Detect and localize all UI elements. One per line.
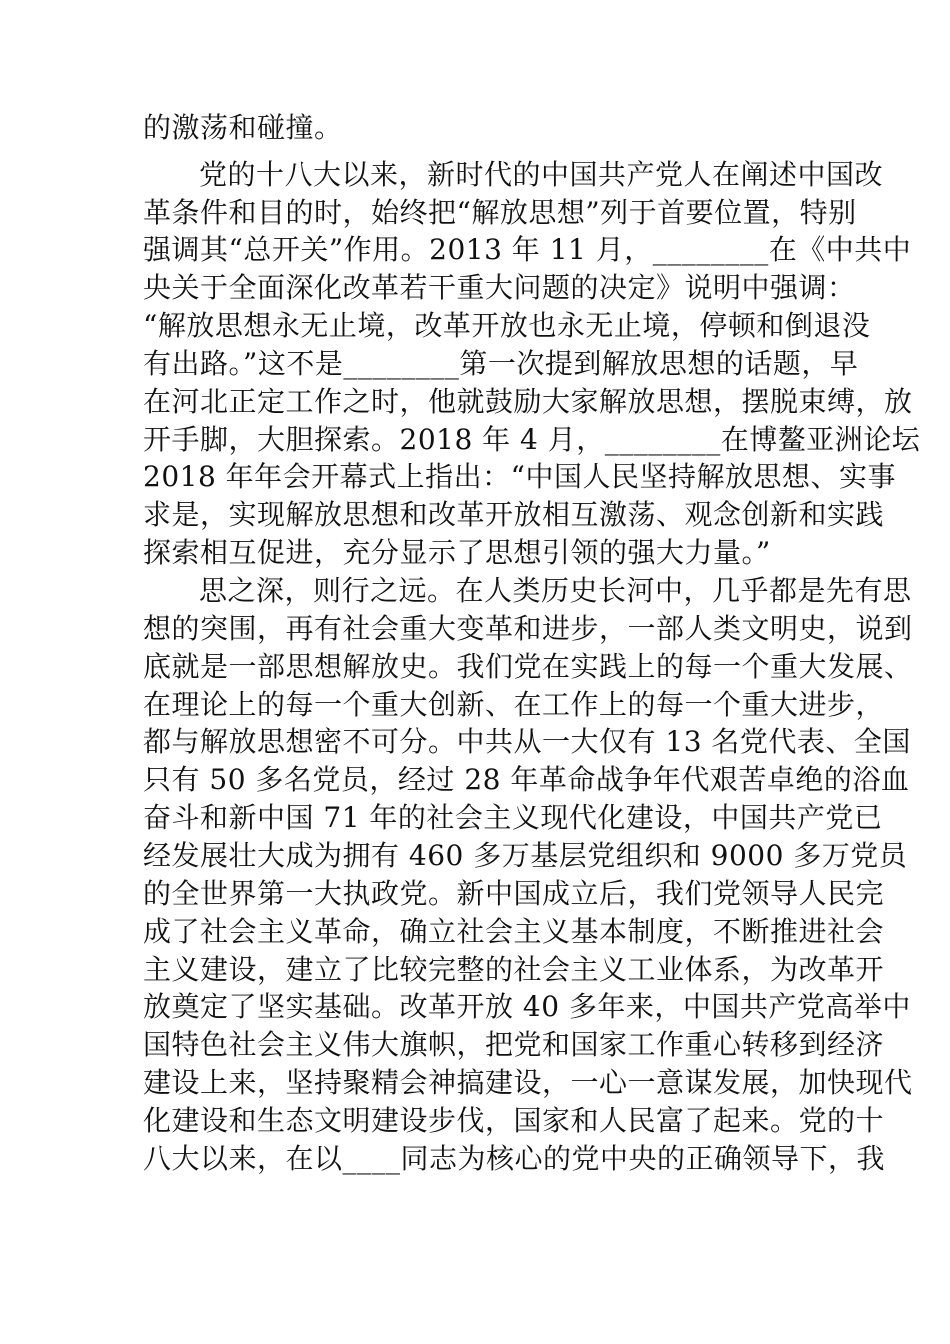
text-line: 放奠定了坚实基础。改革开放 40 多年来，中国共产党高举中	[143, 990, 911, 1023]
text-line: 革条件和目的时，始终把“解放思想”列于首要位置，特别	[143, 196, 857, 229]
paragraph-first-line: 党的十八大以来，新时代的中国共产党人在阐述中国改	[199, 158, 884, 191]
text-line: 开手脚，大胆探索。2018 年 4 月，________在博鳌亚洲论坛	[143, 423, 921, 456]
text-line: 国特色社会主义伟大旗帜，把党和国家工作重心转移到经济	[143, 1028, 885, 1061]
text-line: 八大以来，在以____同志为核心的党中央的正确领导下，我	[143, 1142, 886, 1175]
text-line: 有出路。”这不是________第一次提到解放思想的话题，早	[143, 347, 859, 380]
text-line: 2018 年年会开幕式上指出：“中国人民坚持解放思想、实事	[143, 460, 896, 493]
text-line: “解放思想永无止境，改革开放也永无止境，停顿和倒退没	[143, 309, 871, 342]
text-line: 建设上来，坚持聚精会神搞建设，一心一意谋发展，加快现代	[143, 1066, 913, 1099]
text-line: 化建设和生态文明建设步伐，国家和人民富了起来。党的十	[143, 1104, 885, 1137]
text-line: 的激荡和碰撞。	[143, 111, 343, 144]
text-line: 主义建设，建立了比较完整的社会主义工业体系，为改革开	[143, 953, 885, 986]
text-line: 底就是一部思想解放史。我们党在实践上的每一个重大发展、	[143, 650, 913, 683]
text-line: 央关于全面深化改革若干重大问题的决定》说明中强调：	[143, 271, 856, 304]
text-line: 经发展壮大成为拥有 460 多万基层党组织和 9000 多万党员	[143, 839, 908, 872]
text-line: 成了社会主义革命，确立社会主义基本制度，不断推进社会	[143, 915, 885, 948]
text-line: 强调其“总开关”作用。2013 年 11 月，________在《中共中	[143, 233, 912, 266]
text-line: 都与解放思想密不可分。中共从一大仅有 13 名党代表、全国	[143, 725, 911, 758]
text-line: 的全世界第一大执政党。新中国成立后，我们党领导人民完	[143, 877, 885, 910]
text-line: 在河北正定工作之时，他就鼓励大家解放思想，摆脱束缚，放	[143, 385, 913, 418]
paragraph-first-line: 思之深，则行之远。在人类历史长河中，几乎都是先有思	[199, 574, 912, 607]
text-line: 探索相互促进，充分显示了思想引领的强大力量。”	[143, 536, 771, 569]
text-line: 奋斗和新中国 71 年的社会主义现代化建设，中国共产党已	[143, 801, 883, 834]
text-line: 在理论上的每一个重大创新、在工作上的每一个重大进步，	[143, 688, 885, 721]
text-line: 求是，实现解放思想和改革开放相互激荡、观念创新和实践	[143, 498, 885, 531]
text-line: 只有 50 多名党员，经过 28 年革命战争年代艰苦卓绝的浴血	[143, 763, 910, 796]
text-line: 想的突围，再有社会重大变革和进步，一部人类文明史，说到	[143, 612, 913, 645]
